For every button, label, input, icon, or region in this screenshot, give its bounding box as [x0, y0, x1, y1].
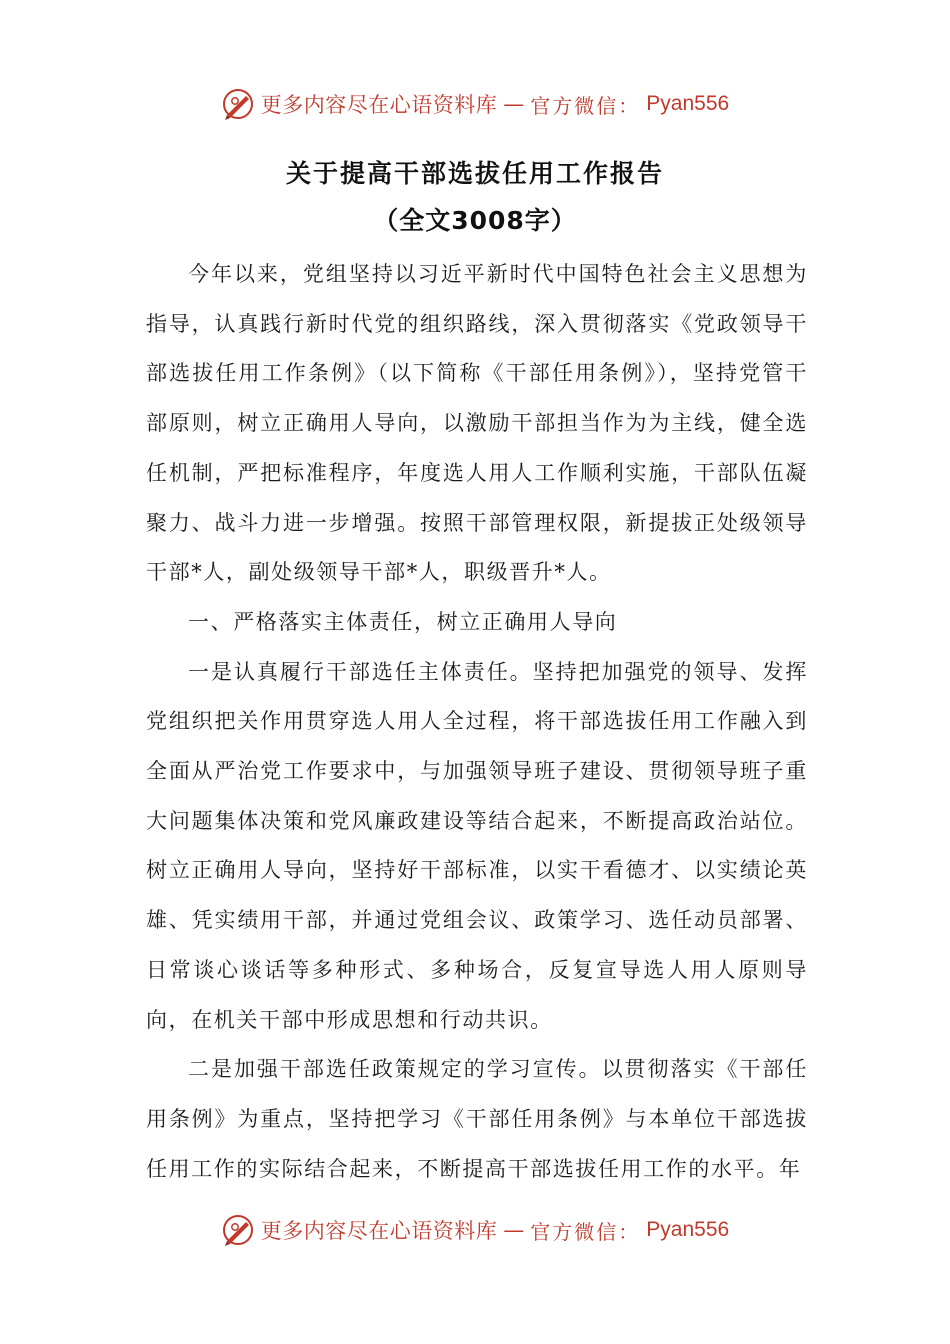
watermark-dash: — — [503, 92, 525, 116]
watermark-footer — [0, 1210, 950, 1250]
document-title: 关于提高干部选拔任用工作报告 — [285, 159, 664, 188]
watermark-official-label: 官方微信： — [530, 93, 641, 118]
watermark-header — [0, 84, 950, 124]
watermark-wechat-id: Pyan556 — [646, 1218, 730, 1241]
document-body — [146, 250, 808, 1194]
watermark-dash: — — [503, 1218, 525, 1242]
paragraph-point-1: 一是认真履行干部选任主体责任。坚持把加强党的领导、发挥党组织把关作用贯穿选人用人全过程，将干部选拔任用工作融入到全面从严治党工作要求中，与加强领导班子建设、贯彻领导班子重大问题集体决策和党风廉政建设等结合起来，不断提高政治站位。树立正确用人导向，坚持好干部标准，以实干看德才、以实绩论英雄、凭实绩用干部，并通过党组会议、政策学习、选任动员部署、日常谈心谈话等多种形式、多种场合，反复宣导选人用人原则导向，在机关干部中形成思想和行动共识。 — [146, 659, 808, 1032]
paragraph-point-2: 二是加强干部选任政策规定的学习宣传。以贯彻落实《干部任用条例》为重点，坚持把学习《干部任用条例》与本单位干部选拔任用工作的实际结合起来，不断提高干部选拔任用工作的水平。年 — [146, 1057, 808, 1181]
watermark-brand: 更多内容尽在心语资料库 — [260, 93, 498, 117]
section-heading-1: 一、严格落实主体责任，树立正确用人导向 — [188, 609, 618, 634]
watermark-official-label: 官方微信： — [530, 1219, 641, 1244]
paragraph-intro: 今年以来，党组坚持以习近平新时代中国特色社会主义思想为指导，认真践行新时代党的组织路线，深入贯彻落实《党政领导干部选拔任用工作条例》（以下简称《干部任用条例》），坚持党管干部原则，树立正确用人导向，以激励干部担当作为为主线，健全选任机制，严把标准程序，年度选人用人工作顺利实施，干部队伍凝聚力、战斗力进一步增强。按照干部管理权限，新提拔正处级领导干部*人，副处级领导干部*人，职级晋升*人。 — [146, 262, 808, 585]
watermark-wechat-id: Pyan556 — [646, 92, 730, 115]
watermark-brand: 更多内容尽在心语资料库 — [260, 1219, 498, 1243]
pen-circle-icon — [221, 87, 255, 121]
document-subtitle: （全文3008字） — [373, 206, 577, 235]
pen-circle-icon — [221, 1213, 255, 1247]
